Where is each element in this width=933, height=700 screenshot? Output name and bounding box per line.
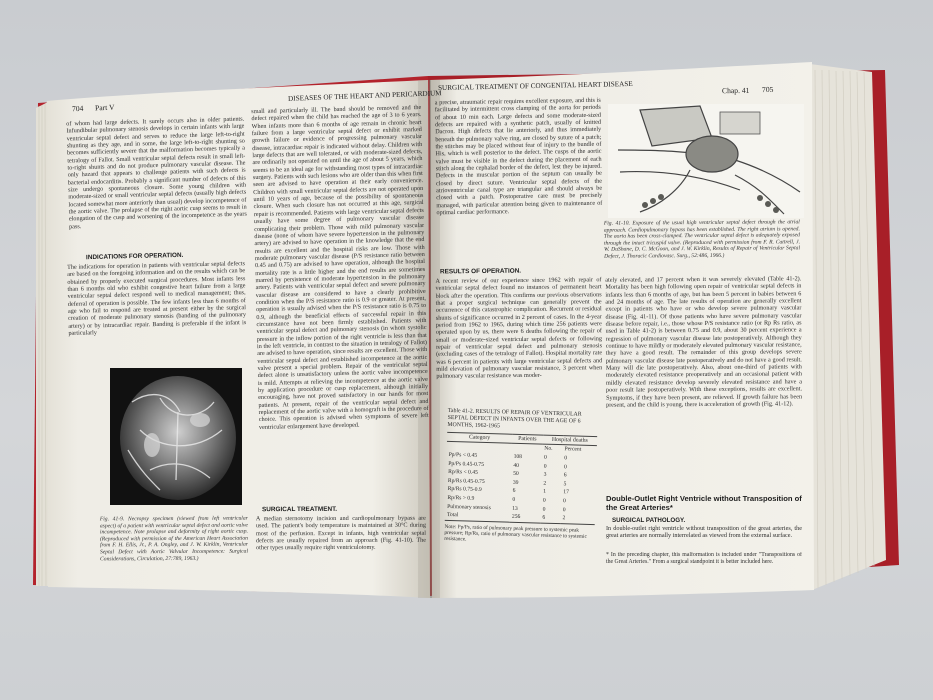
table-cell: 0 (543, 463, 547, 470)
table-cell: 108 (513, 453, 523, 461)
table-cell: 0 (564, 455, 568, 462)
table-cell: 50 (513, 470, 519, 478)
table-cell: 0 (562, 506, 566, 513)
left-col1-text2: The indications for operation in patients with ventricular septal defects are based on the foregoing information and on the results which can be obtained by properly executed surgical procedures. Most infants less than 6 months old who exhibit congestive heart failure from a large ventricular septal defect respond well to medical management; thus, deferral of operation is possible. The few infants less than 6 months of age who fail to respond are treated at present either by the surgical creation of moderate pulmonary stenosis (banding of the pulmonary artery) or by intracardiac repair. Banding is preferable if the infant is particularly (66, 260, 247, 337)
left-col1-text: of whom had large defects. It surely occurs also in older patients. Infundibular pulmonary stenosis develops in certain infants with large ventricular septal defect and serves to reduce the large left-to-right shunting as they age, and in some, the large left-to-right shunting so becomes sufficiently severe that the malformation becomes typically a tetralogy of Fallot. Small ventricular septal defects result in small left-to-right shunts and do not produce pulmonary vascular disease. The only hazard that appears to challenge patients with such defects is bacterial endocarditis. Probably a significant number of defects of this size undergo spontaneous closure. Some young children with moderate-sized or small ventricular septal defects (usually high defects located somewhat more anteriorly than usual) develop incompetence of the aortic valve. The prolapse of the right aortic cusp seems to result in elongation of the cusp and worsening of the incompetence as the years pass. (66, 115, 247, 231)
part-label: Part V (94, 102, 115, 113)
footnote: * In the preceding chapter, this malformation is included under "Transpositions of the Great Arteries." From a surgical standpoint it is better included here. (606, 552, 802, 565)
table-subheader-no: No. (544, 446, 553, 453)
table-cell: 0 (512, 496, 516, 503)
table-cell: 0 (542, 506, 546, 513)
table-header-patients: Patients (512, 435, 543, 445)
table-cell: Rp/Rs 0.75-0.9 (447, 486, 482, 494)
results-heading: RESULTS OF OPERATION. (439, 267, 522, 276)
table-cell: 40 (513, 462, 520, 469)
page-number-right: 705 (761, 84, 774, 95)
table-cell: Total (445, 511, 510, 522)
table-cell: 6 (563, 472, 567, 479)
table-cell: 2 (560, 514, 595, 524)
table-cell: Rp/Rs 0.45-0.75 (447, 477, 485, 485)
table-cell: Pulmonary stenosis (447, 503, 491, 511)
double-outlet-heading: Double-Outlet Right Ventricle without Transposition of the Great Arteries* (606, 494, 802, 512)
table-header-deaths: Hospital deaths (542, 435, 597, 446)
page-number-left: 704 (71, 103, 84, 114)
table-cell: 17 (563, 489, 569, 496)
surgical-treatment-heading: SURGICAL TREATMENT. (261, 505, 338, 514)
fig-41-10-caption: Fig. 41-10. Exposure of the usual high ventricular septal defect through the atrial approach. Cardiopulmonary bypass has been established. The right atrium is opened. The aorta has been cross-clamped. The ventricular septal defect is adequately exposed through the intact tricuspid valve. (Reproduced with permission from F. R. Cattrell, J. W. DuShane, D. C. McGoon, and J. W. Kirklin, Results of Repair of Ventricular Septal Defect, J. Thoracic Cardiovasc. Surg., 52:486, 1966.) (603, 219, 801, 260)
table-cell: 5 (563, 480, 567, 488)
table-cell: 6 (540, 514, 560, 524)
table-note: Note: Pp/Ps, ratio of pulmonary peak pressure to systemic peak pressure; Rp/Rs, ratio of pulmonary vascular resistance to systemic resistance. (444, 523, 587, 543)
table-cell: 256 (510, 513, 541, 523)
left-col2-text2: A median sternotomy incision and cardiopulmonary bypass are used. The patient's body temperature is maintained at 30°C during most of the perfusion. Except in infants, high ventricular septal defects are usually repaired from an approach (Fig. 41-10). The other types usually require right ventriculotomy. (255, 514, 427, 552)
table-cell: 13 (512, 505, 518, 512)
table-cell: 1 (543, 488, 547, 496)
table-cell: Rp/Rs < 0.45 (448, 469, 478, 476)
table-41-2 (444, 408, 598, 546)
table-cell: Rp/Rs > 0.9 (447, 494, 475, 502)
left-col2-text: small and particularly ill. The band should be removed and the defect repaired when the child has reached the age of 3 to 6 years. When infants more than 6 months of age remain in chronic heart failure from a large ventricular septal defect or exhibit marked growth failure or evidence of progressing pulmonary vascular disease, intracardiac repair is indicated without delay. Children with large defects that are well tolerated, or with moderate-sized defects, are ordinarily not operated on until the age of about 5 years, which seems to be an ideal age for withstanding most types of intracardiac surgery. Patients with such lesions who are older than this when first seen are advised to have operation at their early convenience. Children with small ventricular septal defects are not operated upon until 10 years of age, because of the possibility of spontaneous closure. When such closure has not occurred at this age, surgical repair is recommended. Patients with large ventricular septal defects usually have some degree of pulmonary vascular disease complicating their problem. Those with mild pulmonary vascular disease (none of whom have severe hypertension in the pulmonary artery) are advised to have operation in the knowledge that the end results are excellent and the hospital risks are low. Those with moderate pulmonary vascular disease (P/S resistance ratio between 0.45 and 0.75) are advised to have operation, although the hospital mortality rate is a little higher and the end results are sometimes marred by persistence of moderate hypertension in the pulmonary artery. Patients with ventricular septal defect and severe pulmonary vascular disease are considered to have a clearly prohibitive condition when the P/S resistance ratio is 0.9 or greater. At present, operation is usually advised when the P/S resistance ratio is 0.75 to 0.9, although the beneficial effects of successful repair in this circumstance have not been firmly established. Patients with ventricular septal defect and pulmonary stenosis (in whom systolic pressure in the inflow portion of the right ventricle is less than that in the left ventricle, in contrast to the situation in tetralogy of Fallot) are advised to have operation, since results are excellent. Those with ventricular septal defect and established incompetence at the aortic valve present a special problem. Repair of the ventricular septal defect alone is unsatisfactory unless the aortic valve incompetence is mild. Attempts at relieving the incompetence at the aortic valve by application procedure or cusp replacement, although initially encouraging, have not proved satisfactory in our hands for most patients. At present, repair of the ventricular septal defect and replacement of the aortic valve with a homograft is the procedure of choice. This operation is advised when symptoms of severe left ventricular enlargement have developed. (251, 103, 429, 431)
table-cell: Pp/Ps < 0.45 (448, 451, 478, 459)
table-header-category: Category (447, 433, 512, 444)
chapter-label: Chap. 41 (721, 85, 750, 96)
right-col2-text2: In double-outlet right ventricle without transposition of the great arteries, the great arteries are normally interrelated as viewed from the external surface. (606, 525, 802, 540)
surgical-pathology-heading: SURGICAL PATHOLOGY. (612, 517, 686, 524)
right-col1-text: a precise, atraumatic repair requires excellent exposure, and this is facilitated by intermittent cross clamping of the aorta for periods of about 10 min each. Large defects and some moderate-sized defects are repaired with a synthetic patch, usually of knitted Dacron. High defects that lie anteriorly, and thus immediately beneath the pulmonary valve ring, are closed by suture of a patch; the stitches may be placed without fear of injury to the bundle of His, which is well posterior to the defect. The cusps of the aortic valve must be visible in the defect during the placement of each stitch along the cephalad border of the defect, lest they be injured. Defects in the muscular portion of the septum can usually be closed by direct suture. Ventricular septal defects of the atrioventricular canal type are triangular and should always be closed with a patch. Postoperative care must be precisely managed, with particular attention being given to maintenance of optimal cardiac performance. (434, 96, 603, 217)
table-cell: 6 (512, 488, 516, 495)
fig-41-9-caption: Fig. 41-9. Necropsy specimen (viewed from left ventricular aspect) of a patient with ventricular septal defect and aortic valve incompetence. Note prolapse and deformity of right aortic cusp. (Reproduced with permission of the American Heart Association from F. H. Ellis, Jr., P. A. Ongley, and J. W. Kirklin, Ventricular Septal Defect with Aortic Valvular Incompetence: Surgical Considerations, Circulation, 27:789, 1963.) (99, 515, 249, 562)
table-subheader-percent: Percent (564, 446, 582, 454)
table-title: Table 41-2. RESULTS OF REPAIR OF VENTRICULAR SEPTAL DEFECT IN INFANTS OVER THE AGE OF 6 MONTHS, 1962-1965 (447, 407, 582, 429)
table-cell: Pp/Ps 0.45-0.75 (448, 460, 485, 468)
table-cell: 0 (544, 454, 547, 461)
running-head-left: DISEASES OF THE HEART AND PERICARDIUM (287, 89, 442, 103)
table-cell: 0 (542, 497, 546, 504)
running-head-right: SURGICAL TREATMENT OF CONGENITAL HEART DISEASE (437, 79, 633, 93)
indications-heading: INDICATIONS FOR OPERATION. (85, 251, 184, 262)
right-col1-text2: A recent review of our experience since 1962 with repair of ventricular septal defect found no instances of permanent heart block after the operation. This confirms our previous observations that a proper surgical technique can generally prevent the occurrence of this catastrophic complication. Recurrent or residual shunts of significance occurred in 2 percent of cases. In the 4-year period from 1962 to 1965, during which time 256 patients were operated upon by us, there were 6 deaths following the repair of small or moderate-sized ventricular septal defects or following repair of ventricular septal defect and pulmonary stenosis (excluding cases of the tetralogy of Fallot). Hospital mortality rate was 6 percent in patients with large ventricular septal defects and mild elevation of pulmonary vascular resistance, 3 percent when pulmonary vascular resistance was moder- (435, 276, 603, 381)
table-cell: 0 (563, 463, 567, 470)
table-cell: 0 (562, 498, 566, 505)
table-cell: 2 (543, 480, 547, 487)
table-cell: 39 (512, 479, 519, 486)
table-cell: 3 (543, 471, 547, 478)
right-col2-text: ately elevated, and 17 percent when it was severely elevated (Table 41-2). Mortality has been high following open repair of ventricular septal defects in infants less than 6 months of age, but has been 5 percent in babies between 6 and 24 months of age. The late results of operation are generally excellent except in patients who have or who develop severe pulmonary vascular disease (Fig. 41-11). Of those patients who have severe pulmonary vascular disease before repair, i.e., those whose P/S resistance ratio (or Rp Rs ratio, as used in Table 41-2) is between 0.75 and 0.9, about 30 percent experience a regression of pulmonary vascular disease late postoperatively. Although they continue to have mildly or moderately elevated pulmonary vascular resistance, they have a good result. The remainder of this group develops severe pulmonary vascular disease late postoperatively and do not have a good result. Many will die late postoperatively. Also, about one-third of patients with moderately elevated resistance preoperatively and an occasional patient with mildly elevated resistance develop severely elevated resistance and have a poor result late postoperatively. With these exceptions, results are excellent. Symptoms, if they have been present, are relieved. If growth failure has been present, and the child is young, there is acceleration of growth (Fig. 41-12). (605, 275, 803, 409)
